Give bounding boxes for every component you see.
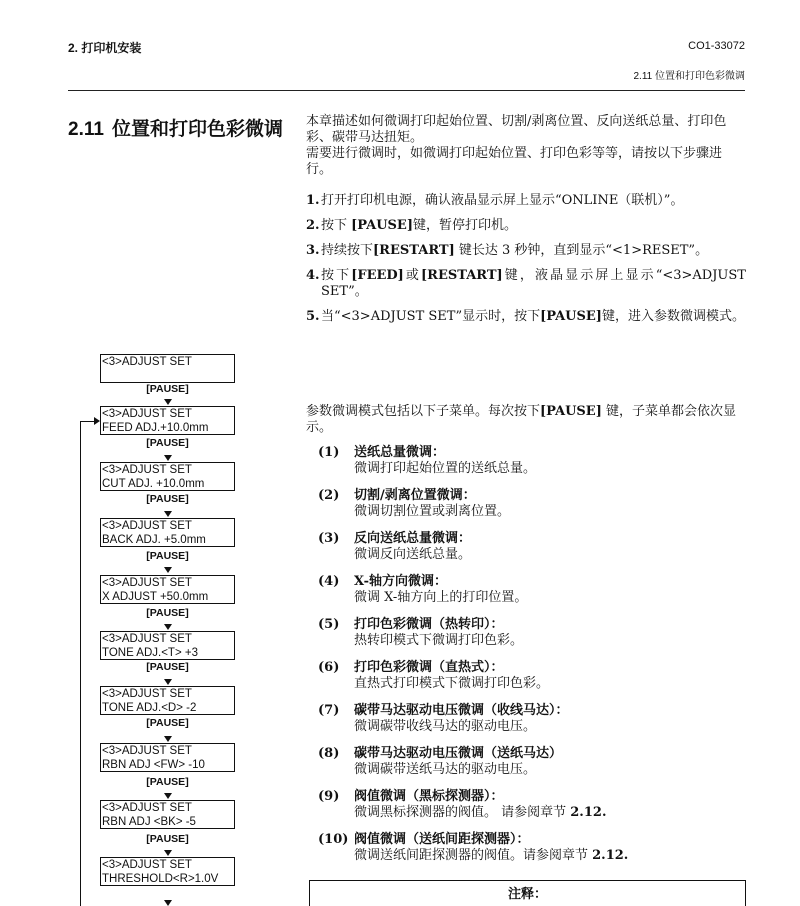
- lcd-line: THRESHOLD<R>1.0V: [102, 873, 219, 885]
- lcd-line: <3>ADJUST SET: [102, 520, 192, 532]
- submode-number: (8): [318, 746, 340, 761]
- document-code: CO1-33072: [688, 40, 745, 52]
- submode-number: (5): [318, 617, 340, 632]
- pause-key-label: [PAUSE]: [146, 550, 189, 562]
- subsection-header: 2.11 位置和打印色彩微调: [633, 71, 745, 82]
- note-title: 注释：: [507, 887, 547, 902]
- lcd-screen: [100, 462, 235, 491]
- pause-key-label: [PAUSE]: [146, 833, 189, 845]
- step-text: 按下: [321, 218, 352, 233]
- submode-desc-text: 微调黑标探测器的阀值。 请参阅章节: [354, 805, 571, 820]
- lcd-line: <3>ADJUST SET: [102, 745, 192, 757]
- submode-title: 切割/剥离位置微调：: [354, 488, 476, 503]
- down-arrow-icon: [164, 567, 172, 573]
- submode-number: (2): [318, 488, 340, 503]
- step-text: 打开打印机电源，确认液晶显示屏上显示“ONLINE（联机）”。: [321, 193, 684, 208]
- submode-desc: [354, 848, 746, 864]
- lcd-line: TONE ADJ.<D> -2: [102, 702, 197, 714]
- intro-paragraph: 需要进行微调时，如微调打印起始位置、打印色彩等等，请按以下步骤进行。: [306, 146, 723, 177]
- submode-desc: 微调碳带送纸马达的驱动电压。: [354, 762, 537, 777]
- submode-intro-text: 参数微调模式包括以下子菜单。每次按下: [306, 404, 541, 419]
- procedure-steps: [306, 193, 746, 334]
- submode-item: [318, 617, 746, 649]
- submode-desc: 直热式打印模式下微调打印色彩。: [354, 676, 550, 691]
- lcd-screen: [100, 406, 235, 435]
- submode-item: [318, 660, 746, 692]
- lcd-line: TONE ADJ.<T> +3: [102, 647, 198, 659]
- submode-item: [318, 703, 746, 735]
- pause-key-label: [PAUSE]: [146, 607, 189, 619]
- lcd-screen: [100, 631, 235, 660]
- lcd-screen: [100, 857, 235, 886]
- pause-key-label: [PAUSE]: [146, 437, 189, 449]
- section-reference: 2.12.: [592, 848, 629, 863]
- section-title: [68, 114, 283, 141]
- down-arrow-icon: [164, 511, 172, 517]
- lcd-line: CUT ADJ. +10.0mm: [102, 478, 205, 490]
- submode-item: [318, 488, 746, 520]
- section-number: 2.11: [68, 119, 104, 140]
- header-divider: [68, 90, 745, 91]
- key-name: [PAUSE]: [540, 404, 602, 419]
- submode-desc: 微调切割位置或剥离位置。: [354, 504, 511, 519]
- submode-item: [318, 574, 746, 606]
- step-text: 按下: [321, 268, 352, 283]
- submode-item: [318, 445, 746, 477]
- section-title-text: 位置和打印色彩微调: [111, 119, 283, 140]
- submode-item: [318, 789, 746, 821]
- lcd-line: BACK ADJ. +5.0mm: [102, 534, 206, 546]
- submode-desc: [354, 805, 746, 821]
- step-text: 键，进入参数微调模式。: [601, 309, 745, 324]
- intro-paragraphs: [306, 114, 746, 178]
- submode-desc-text: 微调送纸间距探测器的阀值。请参阅章节: [354, 848, 593, 863]
- submode-desc: 热转印模式下微调打印色彩。: [354, 633, 524, 648]
- procedure-step: [306, 268, 746, 300]
- submode-number: (3): [318, 531, 340, 546]
- submode-title: X-轴方向微调：: [354, 574, 448, 589]
- lcd-line: <3>ADJUST SET: [102, 577, 192, 589]
- lcd-line: <3>ADJUST SET: [102, 464, 192, 476]
- submode-item: [318, 746, 746, 778]
- submode-intro-text: 键，子菜单都会依次显示。: [306, 404, 737, 435]
- submode-desc: 微调 X-轴方向上的打印位置。: [354, 590, 528, 605]
- down-arrow-icon: [164, 679, 172, 685]
- submode-number: (9): [318, 789, 340, 804]
- pause-key-label: [PAUSE]: [146, 493, 189, 505]
- step-number: 1.: [306, 193, 320, 208]
- down-arrow-icon: [164, 900, 172, 906]
- submode-number: (7): [318, 703, 340, 718]
- submode-title: 打印色彩微调（直热式）：: [354, 660, 504, 675]
- chapter-header: 2. 打印机安装: [68, 41, 142, 55]
- submode-number: (4): [318, 574, 340, 589]
- submode-number: (1): [318, 445, 340, 460]
- submode-title: 阀值微调（黑标探测器）：: [354, 789, 504, 804]
- loop-line: [80, 421, 81, 906]
- lcd-line: <3>ADJUST SET: [102, 688, 192, 700]
- step-number: 2.: [306, 218, 320, 233]
- step-text: 或: [403, 268, 421, 283]
- submode-item: [318, 531, 746, 563]
- step-number: 3.: [306, 243, 320, 258]
- lcd-line: <3>ADJUST SET: [102, 859, 192, 871]
- lcd-line: X ADJUST +50.0mm: [102, 591, 209, 603]
- down-arrow-icon: [164, 624, 172, 630]
- lcd-line: <3>ADJUST SET: [102, 408, 192, 420]
- submode-item: [318, 832, 746, 864]
- submode-list: [318, 445, 746, 875]
- lcd-screen: [100, 800, 235, 829]
- lcd-line: RBN ADJ <FW> -10: [102, 759, 205, 771]
- section-reference-tail: .: [601, 805, 607, 820]
- submode-title: 送纸总量微调：: [354, 445, 446, 460]
- down-arrow-icon: [164, 736, 172, 742]
- submode-desc: 微调反向送纸总量。: [354, 547, 472, 562]
- submode-title: 阀值微调（送纸间距探测器）：: [354, 832, 530, 847]
- lcd-screen: [100, 518, 235, 547]
- key-name: [PAUSE]: [351, 218, 413, 233]
- down-arrow-icon: [164, 399, 172, 405]
- step-text: 当“<3>ADJUST SET”显示时，按下: [321, 309, 541, 324]
- pause-key-label: [PAUSE]: [146, 383, 189, 395]
- key-name: [RESTART]: [421, 268, 503, 283]
- loop-line: [80, 421, 95, 422]
- step-text: 键，液晶显示屏上显示“<3>ADJUST SET”。: [321, 268, 746, 299]
- lcd-line: <3>ADJUST SET: [102, 633, 192, 645]
- lcd-line: RBN ADJ <BK> -5: [102, 816, 196, 828]
- lcd-screen: [100, 686, 235, 715]
- key-name: [FEED]: [351, 268, 404, 283]
- section-reference: 2.12: [570, 805, 602, 820]
- lcd-screen: [100, 575, 235, 604]
- down-arrow-icon: [164, 850, 172, 856]
- submode-title: 碳带马达驱动电压微调（送纸马达）: [354, 746, 563, 761]
- lcd-line: FEED ADJ.+10.0mm: [102, 422, 209, 434]
- step-number: 5.: [306, 309, 320, 324]
- key-name: [RESTART]: [373, 243, 455, 258]
- pause-key-label: [PAUSE]: [146, 776, 189, 788]
- submode-title: 碳带马达驱动电压微调（收线马达）：: [354, 703, 569, 718]
- step-text: 键，暂停打印机。: [413, 218, 518, 233]
- step-number: 4.: [306, 268, 320, 283]
- key-name: [PAUSE]: [540, 309, 602, 324]
- submode-title: 打印色彩微调（热转印）：: [354, 617, 504, 632]
- submode-number: (10): [318, 832, 349, 847]
- down-arrow-icon: [164, 793, 172, 799]
- submode-intro: [306, 404, 746, 436]
- pause-key-label: [PAUSE]: [146, 661, 189, 673]
- step-text: 键长达 3 秒钟，直到显示“<1>RESET”。: [454, 243, 709, 258]
- lcd-line: <3>ADJUST SET: [102, 802, 192, 814]
- lcd-screen: [100, 743, 235, 772]
- down-arrow-icon: [164, 455, 172, 461]
- pause-key-label: [PAUSE]: [146, 717, 189, 729]
- procedure-step: [306, 193, 746, 209]
- submode-title: 反向送纸总量微调：: [354, 531, 472, 546]
- step-text: 持续按下: [321, 243, 374, 258]
- intro-paragraph: 本章描述如何微调打印起始位置、切割/剥离位置、反向送纸总量、打印色彩、碳带马达扭矩。: [306, 114, 727, 145]
- submode-desc: 微调打印起始位置的送纸总量。: [354, 461, 537, 476]
- procedure-step: [306, 243, 746, 259]
- submode-desc: 微调碳带收线马达的驱动电压。: [354, 719, 537, 734]
- lcd-screen: [100, 354, 235, 383]
- procedure-step: [306, 309, 746, 325]
- note-box: [309, 880, 746, 906]
- lcd-line: <3>ADJUST SET: [102, 356, 192, 368]
- procedure-step: [306, 218, 746, 234]
- submode-number: (6): [318, 660, 340, 675]
